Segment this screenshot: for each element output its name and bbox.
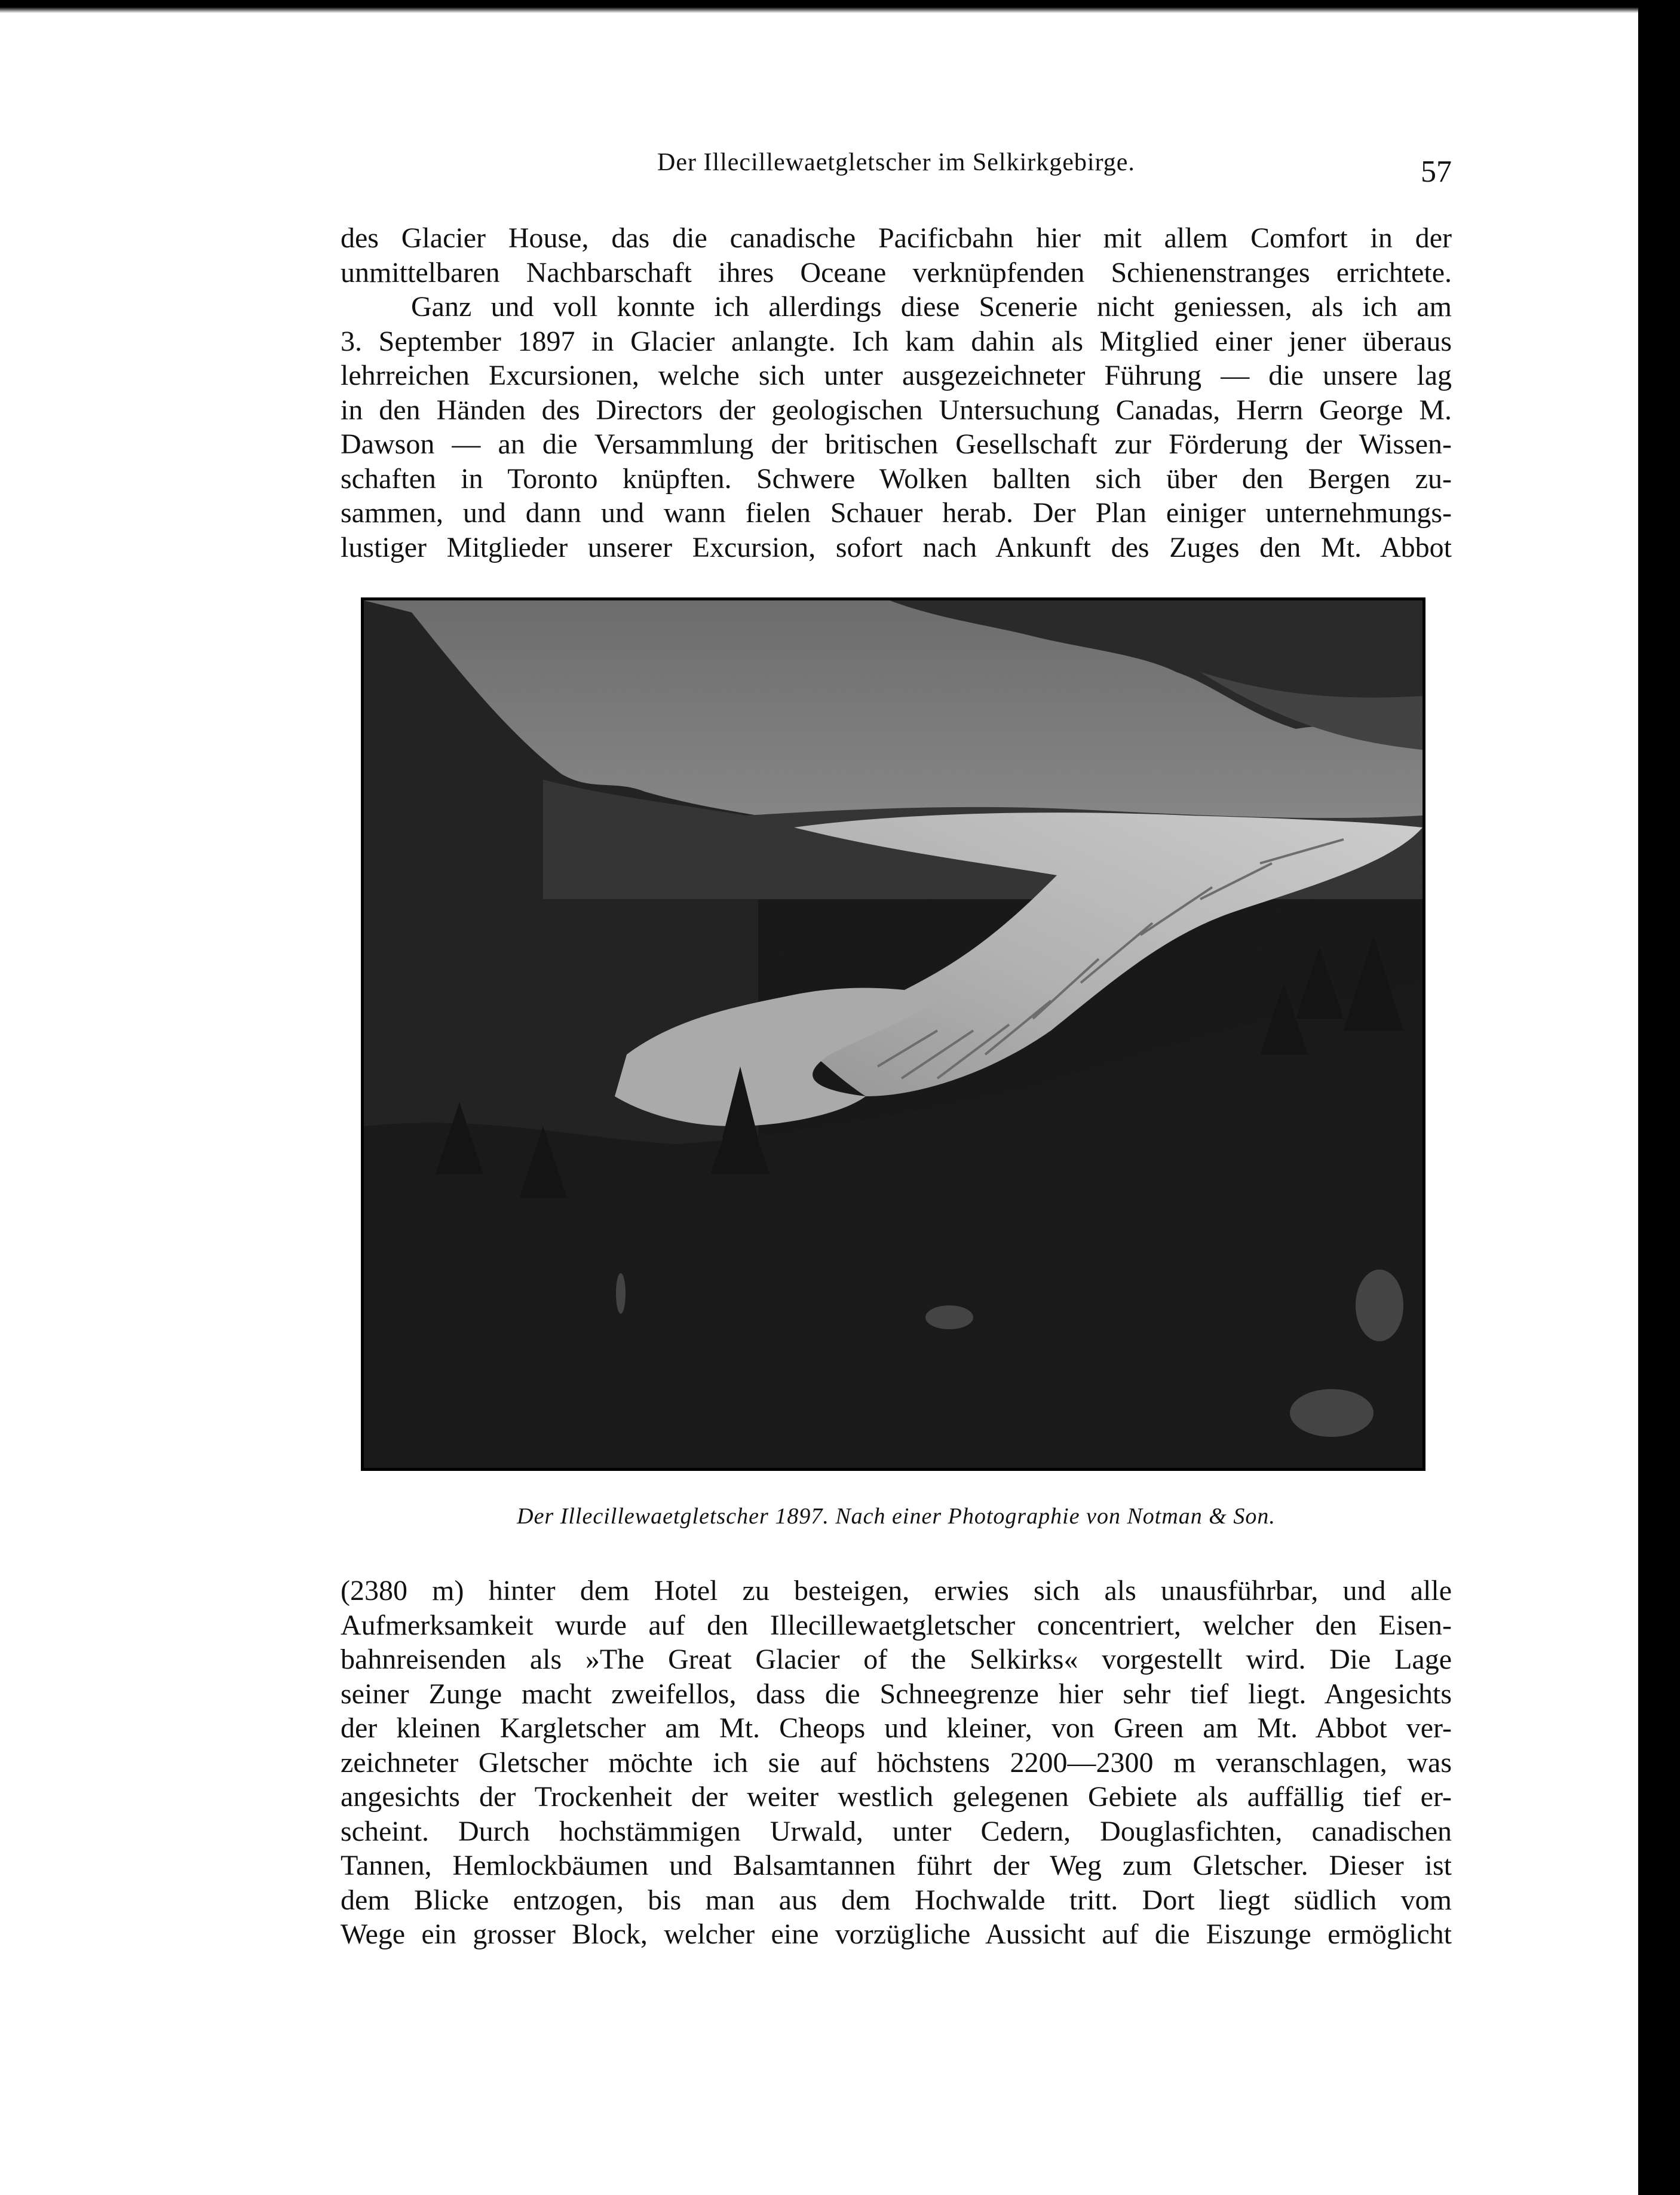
glacier-photo-illustration — [364, 600, 1423, 1468]
text-line: 3. September 1897 in Glacier anlangte. Ich kam dahin als Mitglied einer jener überaus — [341, 325, 1452, 357]
text-line: bahnreisenden als »The Great Glacier of the Selkirks« vorgestellt wird. Die Lage — [341, 1644, 1452, 1675]
paragraph-block-top — [341, 221, 1452, 565]
text-line: schaften in Toronto knüpften. Schwere Wolken ballten sich über den Bergen zu- — [341, 462, 1452, 495]
text-line: Tannen, Hemlockbäumen und Balsamtannen führt der Weg zum Gletscher. Dieser ist — [341, 1850, 1452, 1881]
text-line: der kleinen Kargletscher am Mt. Cheops und kleiner, von Green am Mt. Abbot ver- — [341, 1712, 1452, 1744]
text-line: des Glacier House, das die canadische Pacificbahn hier mit allem Comfort in der — [341, 222, 1452, 254]
text-line: Wege ein grosser Block, welcher eine vorzügliche Aussicht auf die Eiszunge ermöglicht — [341, 1918, 1452, 1950]
text-line: sammen, und dann und wann fielen Schauer herab. Der Plan einiger unternehmungs- — [341, 497, 1452, 529]
running-head: Der Illecillewaetgletscher im Selkirkgebirge. — [657, 149, 1135, 176]
page-number: 57 — [1421, 155, 1452, 189]
text-line: Dawson — an die Versammlung der britischen Gesellschaft zur Förderung der Wissen- — [341, 428, 1452, 460]
text-line: scheint. Durch hochstämmigen Urwald, unter Cedern, Douglasfichten, canadischen — [341, 1815, 1452, 1847]
scan-border-right — [1638, 0, 1680, 2195]
scan-border-top — [0, 0, 1680, 13]
text-line: Aufmerksamkeit wurde auf den Illecillewaetgletscher concentriert, welcher den Eisen- — [341, 1609, 1452, 1641]
glacier-photograph — [361, 597, 1425, 1471]
paragraph-block-bottom — [341, 1574, 1452, 1952]
photo-grain — [364, 600, 1423, 1468]
text-line: dem Blicke entzogen, bis man aus dem Hochwalde tritt. Dort liegt südlich vom — [341, 1884, 1452, 1916]
text-line: lehrreichen Excursionen, welche sich unter ausgezeichneter Führung — die unsere lag — [341, 360, 1452, 391]
text-line: lustiger Mitglieder unserer Excursion, sofort nach Ankunft des Zuges den Mt. Abbot — [341, 531, 1452, 563]
text-line: seiner Zunge macht zweifellos, dass die Schneegrenze hier sehr tief liegt. Angesichts — [341, 1678, 1452, 1710]
text-line: unmittelbaren Nachbarschaft ihres Oceane verknüpfenden Schienenstranges errichtete. — [341, 256, 1452, 289]
text-line: Ganz und voll konnte ich allerdings diese Scenerie nicht geniessen, als ich am — [411, 291, 1452, 323]
figure-caption: Der Illecillewaetgletscher 1897. Nach einer Photographie von Notman & Son. — [517, 1504, 1276, 1529]
text-line: (2380 m) hinter dem Hotel zu besteigen, erwies sich als unausführbar, und alle — [341, 1575, 1452, 1607]
text-line: in den Händen des Directors der geologischen Untersuchung Canadas, Herrn George M. — [341, 394, 1452, 426]
text-line: angesichts der Trockenheit der weiter westlich gelegenen Gebiete als auffällig tief er- — [341, 1781, 1452, 1813]
text-line: zeichneter Gletscher möchte ich sie auf höchstens 2200—2300 m veranschlagen, was — [341, 1746, 1452, 1779]
